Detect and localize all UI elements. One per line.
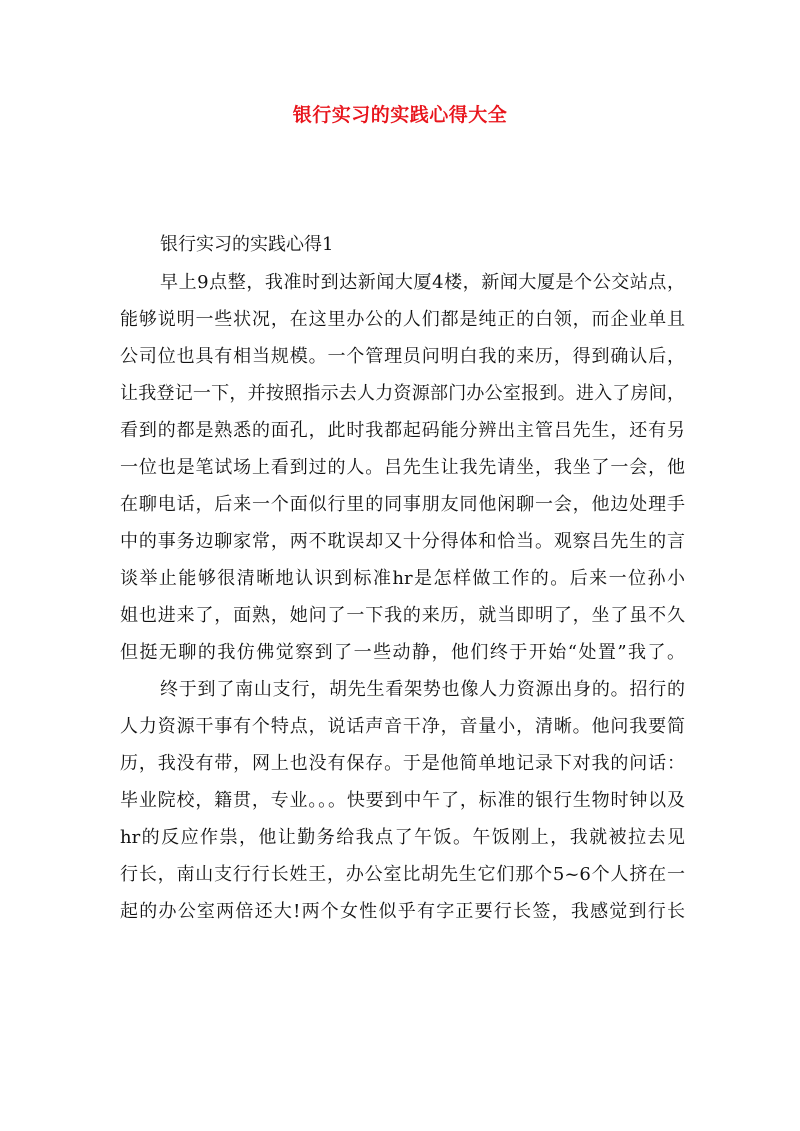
- paragraph-line: 早上9点整，我准时到达新闻大厦4楼，新闻大厦是个公交站点，: [160, 272, 685, 293]
- paragraph-line: 历，我没有带，网上也没有保存。于是他简单地记录下对我的问话：: [120, 753, 685, 774]
- paragraph-line: 公司位也具有相当规模。一个管理员问明白我的来历，得到确认后，: [120, 346, 685, 367]
- paragraph-line: 行长，南山支行行长姓王，办公室比胡先生它们那个5~6个人挤在一: [120, 864, 685, 885]
- paragraph-line: 姐也进来了，面熟，她问了一下我的来历，就当即明了，坐了虽不久: [120, 605, 685, 626]
- section-heading: 银行实习的实践心得1: [160, 234, 334, 255]
- paragraph-line: hr的反应作祟，他让勤务给我点了午饭。午饭刚上，我就被拉去见: [120, 827, 685, 848]
- paragraph-line: 毕业院校，籍贯，专业。。。快要到中午了，标准的银行生物时钟以及: [120, 790, 685, 811]
- paragraph-line: 起的办公室两倍还大!两个女性似乎有字正要行长签，我感觉到行长: [120, 901, 685, 922]
- document-body: [120, 226, 685, 930]
- document-title: 银行实习的实践心得大全: [292, 104, 508, 126]
- paragraph-line: 谈举止能够很清晰地认识到标准hr是怎样做工作的。后来一位孙小: [120, 568, 685, 589]
- paragraph-line: 人力资源干事有个特点，说话声音干净，音量小，清晰。他问我要简: [120, 716, 685, 737]
- paragraph-2: [120, 671, 685, 930]
- paragraph-line: 一位也是笔试场上看到过的人。吕先生让我先请坐，我坐了一会，他: [120, 457, 685, 478]
- paragraph-line: 能够说明一些状况，在这里办公的人们都是纯正的白领，而企业单且: [120, 309, 685, 330]
- paragraph-line: 看到的都是熟悉的面孔，此时我都起码能分辨出主管吕先生，还有另: [120, 420, 685, 441]
- paragraph-line: 在聊电话，后来一个面似行里的同事朋友同他闲聊一会，他边处理手: [120, 494, 685, 515]
- paragraph-line: 中的事务边聊家常，两不耽误却又十分得体和恰当。观察吕先生的言: [120, 531, 685, 552]
- paragraph-1: [120, 264, 685, 671]
- paragraph-line: 让我登记一下，并按照指示去人力资源部门办公室报到。进入了房间，: [120, 383, 685, 404]
- paragraph-line: 终于到了南山支行，胡先生看架势也像人力资源出身的。招行的: [160, 679, 685, 700]
- paragraph-line: 但挺无聊的我仿佛觉察到了一些动静，他们终于开始“处置”我了。: [120, 642, 685, 663]
